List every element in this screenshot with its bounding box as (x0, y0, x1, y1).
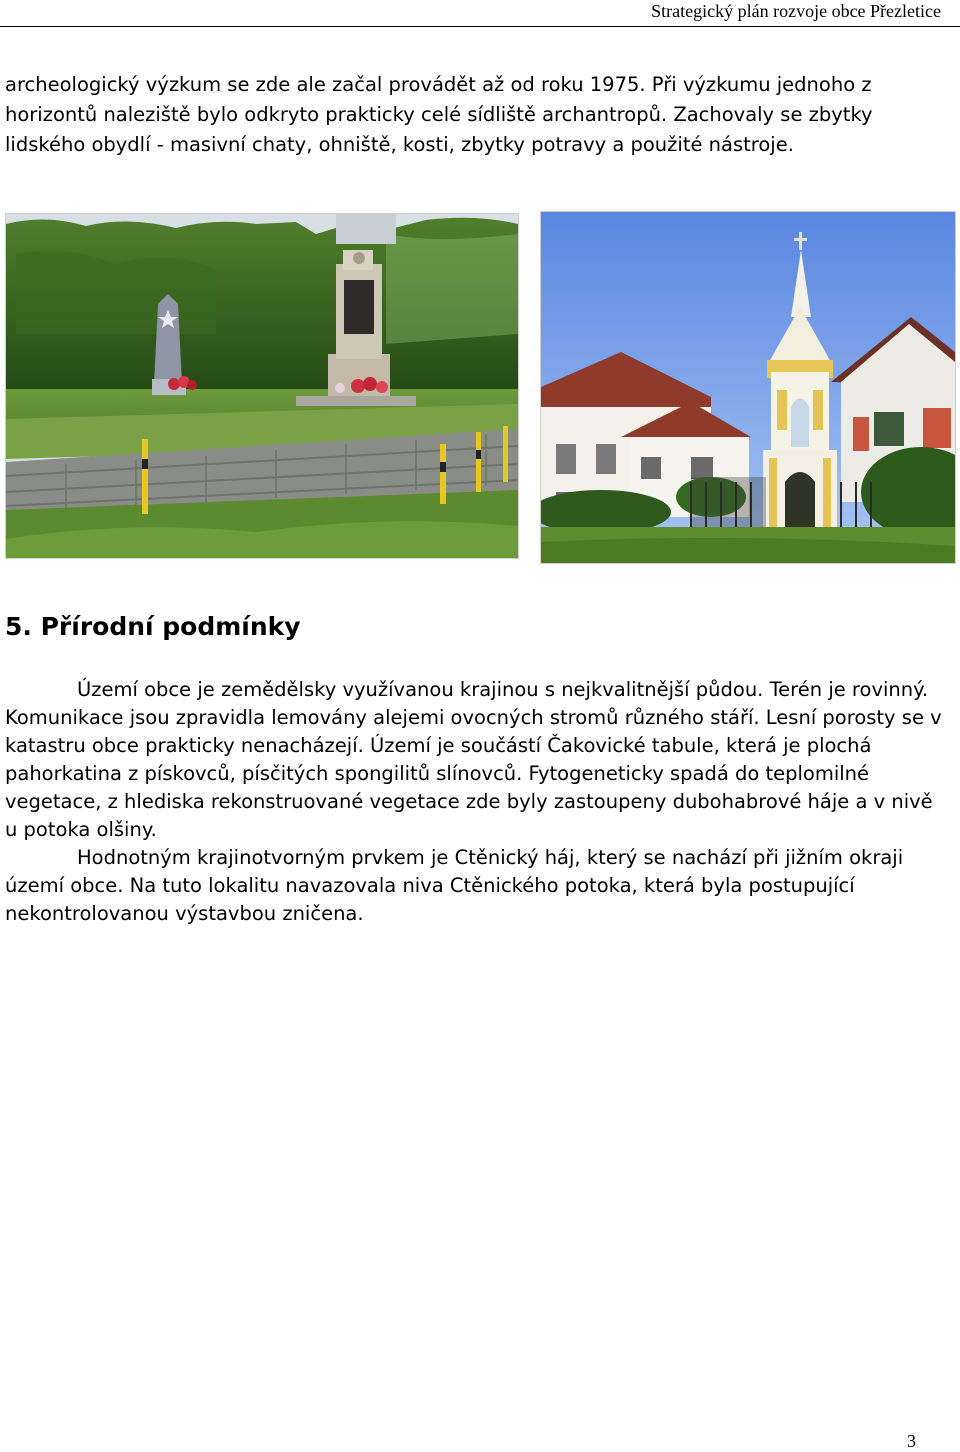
paragraph-2: Hodnotným krajinotvorným prvkem je Ctěnický háj, který se nachází při jižním okraji území obce. Na tuto lokalitu navazovala niva Ctěnického potoka, která byla postupující nekontrolovanou výstavbou zničena. (5, 846, 904, 925)
page-header (0, 0, 960, 32)
section-heading: 5. Přírodní podmínky (5, 612, 301, 641)
intro-paragraph: archeologický výzkum se zde ale začal provádět až od roku 1975. Při výzkumu jednoho z horizontů naleziště bylo odkryto prakticky celé sídliště archantropů. Zachovaly se zbytky lidského obydlí - masivní chaty, ohniště, kosti, zbytky potravy a použité nástroje. (5, 73, 873, 156)
section-body (5, 676, 945, 928)
document-title: Strategický plán rozvoje obce Přezletice (651, 1, 941, 21)
header-divider (0, 26, 960, 27)
chapel-photo (540, 211, 956, 564)
page-number: 3 (907, 1431, 916, 1451)
paragraph-1: Území obce je zemědělsky využívanou krajinou s nejkvalitnější půdou. Terén je rovinný. Komunikace jsou zpravidla lemovány alejemi ovocných stromů různého stáří. Lesní porosty se v katastru obce prakticky nenacházejí. Území je součástí Čakovické tabule, která je plochá pahorkatina z pískovců, písčitých spongilitů slínovců. Fytogeneticky spadá do teplomilné vegetace, z hlediska rekonstruované vegetace zde byly zastoupeny dubohabrové háje a v nivě u potoka olšiny. (5, 678, 942, 841)
war-memorial-photo (5, 213, 519, 559)
